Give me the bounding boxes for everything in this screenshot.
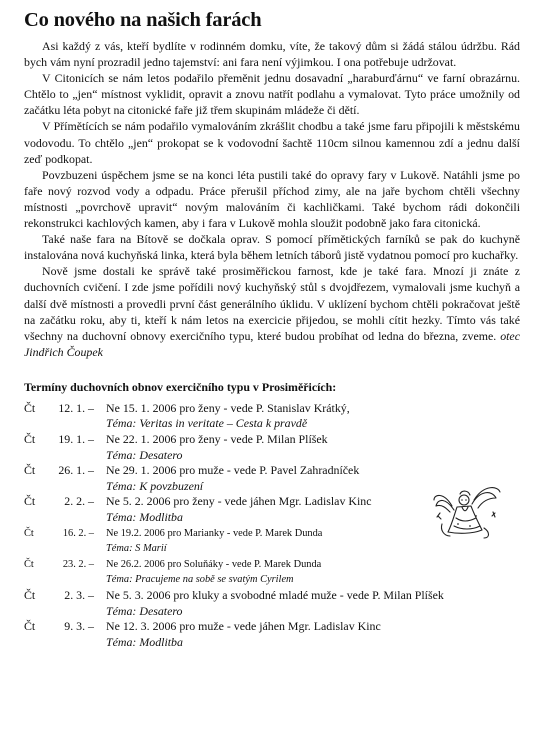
term-row	[24, 619, 520, 650]
article-paragraph: Asi každý z vás, kteří bydlíte v rodinném domku, víte, že takový dům si žádá stálou údržbu. Rád bych vám nyní prozradil jedno tajemství: ani fara není výjimkou. I ona potřebuje udržovat.	[24, 39, 520, 70]
term-start-day: Čt	[24, 432, 36, 447]
term-theme: Téma: K povzbuzení	[106, 478, 204, 493]
term-row	[24, 432, 520, 463]
term-start-date: 9. 3. –	[64, 619, 94, 634]
article-paragraph: Povzbuzeni úspěchem jsme se na konci léta pustili také do opravy fary v Lukově. Natáhli jsme po faře nový rozvod vody a odpadu. Práce přerušil příchod zimy, ale na jaře bychom chtěli všechny místnosti „povrchově upravit“ novým malováním či kachličkami. Také bychom rádi dokončili rekonstrukci kachlových kamen, aby i fara v Lukově mohla sloužit podobně jako fara citonická.	[24, 167, 520, 231]
term-start-day: Čt	[24, 588, 36, 602]
term-details: Ne 5. 3. 2006 pro kluky a svobodné mladé muže - vede P. Milan Plíšek	[106, 588, 444, 602]
term-start-date: 23. 2. –	[62, 558, 94, 570]
term-theme: Téma: Desatero	[106, 603, 183, 618]
term-details: Ne 26.2. 2006 pro Soluňáky - vede P. Marek Dunda	[106, 558, 322, 570]
term-start-day: Čt	[24, 527, 34, 539]
angel-illustration-icon	[432, 480, 502, 540]
term-theme: Téma: S Marií	[106, 543, 167, 555]
term-row	[24, 557, 520, 588]
term-row	[24, 588, 520, 619]
article-signature: otec Jindřich Čoupek	[24, 328, 520, 359]
term-start-day: Čt	[24, 494, 36, 509]
term-theme: Téma: Modlitba	[106, 634, 183, 649]
term-theme: Téma: Desatero	[106, 447, 183, 462]
article-title: Co nového na našich farách	[24, 9, 262, 31]
term-start-date: 16. 2. –	[62, 527, 94, 539]
term-start-day: Čt	[24, 558, 34, 570]
term-row	[24, 401, 520, 432]
term-details: Ne 22. 1. 2006 pro ženy - vede P. Milan Plíšek	[106, 432, 328, 447]
term-details: Ne 5. 2. 2006 pro ženy - vede jáhen Mgr. Ladislav Kinc	[106, 494, 372, 509]
page	[24, 8, 520, 650]
term-start-day: Čt	[24, 463, 36, 478]
article-body	[24, 38, 520, 360]
term-start-date: 2. 2. –	[64, 494, 94, 509]
term-start-date: 12. 1. –	[58, 400, 94, 415]
term-start-day: Čt	[24, 400, 36, 415]
term-theme: Téma: Modlitba	[106, 510, 183, 525]
article-paragraph: V Citonicích se nám letos podařilo přeměnit jednu dosavadní „haraburďárnu“ ve farní obrazárnu. Chtělo to „jen“ místnost vyklidit, opravit a znovu natřít podlahu a vymalovat. Tyto práce umožnily od začátku léta pobyt na citonické faře již třem skupinám mládeže či dětí.	[24, 71, 520, 118]
term-start-day: Čt	[24, 619, 36, 634]
term-theme: Téma: Veritas in veritate – Cesta k pravdě	[106, 416, 308, 431]
term-theme: Téma: Pracujeme na sobě se svatým Cyrilem	[106, 574, 294, 586]
article-paragraph: Také naše fara na Bítově se dočkala oprav. S pomocí přímětických farníků se pak do kuchyně instalována nová kuchyňská linka, která byla během letních táborů jistě vydatnou pomocí pro kuchařky.	[24, 232, 520, 263]
term-start-date: 19. 1. –	[58, 432, 94, 447]
term-start-date: 2. 3. –	[64, 588, 94, 602]
term-details: Ne 15. 1. 2006 pro ženy - vede P. Stanislav Krátký,	[106, 400, 350, 415]
terms-heading: Termíny duchovních obnov exercičního typu v Prosiměřicích:	[24, 379, 337, 394]
term-start-date: 26. 1. –	[58, 463, 94, 478]
article-paragraph-last	[24, 263, 520, 360]
article-paragraph: V Přímětících se nám podařilo vymalováním zkrášlit chodbu a také jsme faru připojili k městskému vodovodu. To chtělo „jen“ prokopat se k vodovodní šachtě 110cm silnou kamennou zdí a jednu další zeď podkopat.	[24, 119, 520, 166]
term-details: Ne 12. 3. 2006 pro muže - vede jáhen Mgr. Ladislav Kinc	[106, 619, 381, 634]
term-details: Ne 19.2. 2006 pro Marianky - vede P. Marek Dunda	[106, 527, 323, 539]
article-paragraph-text: Nově jsme dostali ke správě také prosiměřickou farnost, kde je také fara. Mnozí ji znáte z duchovních cvičení. I zde jsme pořídili nový kuchyňský stůl s dvojdřezem, vymalovali jsme kuchyň a další dvě místnosti a provedli první část generálního úklidu. V uklízení bychom chtěli pokračovat ještě na začátku roku, aby ti, kteří k nám letos na exercicie přijedou, se mohli cítit hezky. Tímto vás také všechny na duchovní obnovy exercičního typu, které budou probíhat od ledna do března, zveme.	[24, 264, 520, 343]
term-details: Ne 29. 1. 2006 pro muže - vede P. Pavel Zahradníček	[106, 463, 360, 478]
